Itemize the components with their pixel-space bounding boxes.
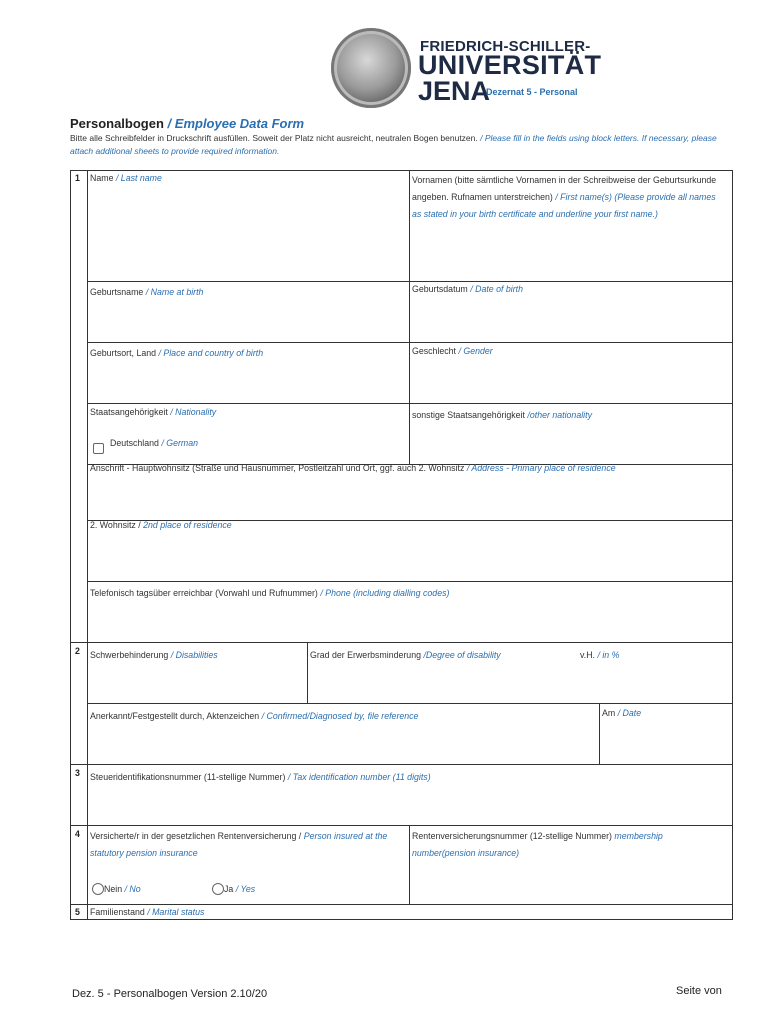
no-option <box>104 884 141 894</box>
degree-label-en: /Degree of disability <box>423 650 501 660</box>
confirmation-date-label: Am <box>602 708 616 718</box>
phone-label-en: / Phone (including dialling codes) <box>320 588 450 598</box>
no-radio[interactable] <box>92 883 104 895</box>
percent-label: v.H. <box>580 650 595 660</box>
first-names-label-en: / First name(s) (Please provide all names as stated in your birth certificate and underline your first name.) <box>412 192 716 219</box>
yes-label-en: / Yes <box>235 884 256 894</box>
field-pension-insured <box>90 828 408 862</box>
first-names-label: Vornamen (bitte sämtliche Vornamen in der Schreibweise der Geburtsurkunde angeben. Rufnamen unterstreichen) <box>412 175 717 202</box>
date-of-birth-label: Geburtsdatum <box>412 284 468 294</box>
last-name-label-en: / Last name <box>115 173 162 183</box>
german-option <box>110 438 198 448</box>
field-phone[interactable] <box>90 588 449 598</box>
section-number-1: 1 <box>75 173 80 183</box>
tax-id-label-en: / Tax identification number (11 digits) <box>287 772 431 782</box>
last-name-label: Name <box>90 173 114 183</box>
pension-number-label: Rentenversicherungsnummer (12-stellige Nummer) <box>412 831 612 841</box>
second-residence-label-en: 2nd place of residence <box>143 520 232 530</box>
confirmed-by-label: Anerkannt/Festgestellt durch, Aktenzeichen <box>90 711 260 721</box>
german-label-en: / German <box>161 438 199 448</box>
field-first-names[interactable] <box>412 172 727 223</box>
yes-option <box>224 884 255 894</box>
university-name-line3: JENA <box>418 76 491 106</box>
yes-radio[interactable] <box>212 883 224 895</box>
field-nationality[interactable] <box>90 407 216 417</box>
university-name-line2: UNIVERSITÄT <box>418 50 602 80</box>
field-degree-of-disability[interactable] <box>310 650 501 660</box>
phone-label: Telefonisch tagsüber erreichbar (Vorwahl und Rufnummer) <box>90 588 318 598</box>
field-gender[interactable] <box>412 346 493 356</box>
footer-page: Seite von <box>676 985 722 997</box>
field-disabilities[interactable] <box>90 650 218 660</box>
primary-address-label: Anschrift - Hauptwohnsitz (Straße und Hausnummer, Postleitzahl und Ort, ggf. auch 2. Wohnsitz <box>90 463 465 473</box>
university-name-line1: FRIEDRICH-SCHILLER- <box>420 38 591 55</box>
no-label-en: / No <box>124 884 141 894</box>
pension-insured-label-en: Person insured at the statutory pension insurance <box>90 831 388 858</box>
field-date-of-birth[interactable] <box>412 284 523 294</box>
form-intro <box>70 132 730 158</box>
other-nationality-label-en: /other nationality <box>527 410 592 420</box>
field-pension-number[interactable] <box>412 828 712 862</box>
field-marital-status[interactable] <box>90 907 204 917</box>
intro-en: / Please fill in the fields using block letters. If necessary, please attach additional sheets to provide required information. <box>70 133 717 156</box>
place-of-birth-label-en: / Place and country of birth <box>158 348 264 358</box>
university-seal <box>331 28 411 108</box>
footer-version: Dez. 5 - Personalbogen Version 2.10/20 <box>72 988 268 1000</box>
section-number-3: 3 <box>75 768 80 778</box>
birth-name-label-en: / Name at birth <box>145 287 204 297</box>
german-checkbox[interactable] <box>93 443 104 454</box>
disabilities-label: Schwerbehinderung <box>90 650 169 660</box>
field-confirmed-by[interactable] <box>90 711 418 721</box>
section-number-5: 5 <box>75 907 80 917</box>
section-number-4: 4 <box>75 829 80 839</box>
degree-label: Grad der Erwerbsminderung <box>310 650 421 660</box>
primary-address-label-en: / Address - Primary place of residence <box>466 463 616 473</box>
percent-label-en: / in % <box>597 650 620 660</box>
form-title <box>70 116 304 131</box>
intro-de: Bitte alle Schreibfelder in Druckschrift ausfüllen. Soweit der Platz nicht ausreicht, neutralen Bogen benutzen. <box>70 133 478 143</box>
field-last-name[interactable] <box>90 173 162 183</box>
gender-label-en: / Gender <box>458 346 493 356</box>
birth-name-label: Geburtsname <box>90 287 144 297</box>
field-place-of-birth[interactable] <box>90 348 263 358</box>
field-other-nationality[interactable] <box>412 410 592 420</box>
disabilities-label-en: / Disabilities <box>170 650 218 660</box>
marital-status-label: Familienstand <box>90 907 145 917</box>
form-title-en: / Employee Data Form <box>167 116 305 131</box>
form-title-de: Personalbogen <box>70 116 164 131</box>
field-second-residence[interactable] <box>90 520 232 530</box>
pension-number-label-en: membership number(pension insurance) <box>412 831 663 858</box>
nationality-label: Staatsangehörigkeit <box>90 407 168 417</box>
field-primary-address[interactable] <box>90 463 616 473</box>
marital-status-label-en: / Marital status <box>147 907 205 917</box>
nationality-label-en: / Nationality <box>170 407 217 417</box>
gender-label: Geschlecht <box>412 346 457 356</box>
place-of-birth-label: Geburtsort, Land <box>90 348 157 358</box>
no-label: Nein <box>104 884 123 894</box>
other-nationality-label: sonstige Staatsangehörigkeit <box>412 410 525 420</box>
field-confirmation-date[interactable] <box>602 708 641 718</box>
field-birth-name[interactable] <box>90 287 203 297</box>
pension-insured-label: Versicherte/r in der gesetzlichen Rentenversicherung / <box>90 831 302 841</box>
confirmation-date-label-en: / Date <box>617 708 642 718</box>
field-tax-id[interactable] <box>90 772 431 782</box>
tax-id-label: Steueridentifikationsnummer (11-stellige Nummer) <box>90 772 286 782</box>
confirmed-by-label-en: / Confirmed/Diagnosed by, file reference <box>261 711 419 721</box>
yes-label: Ja <box>224 884 234 894</box>
section-number-2: 2 <box>75 646 80 656</box>
percent-unit <box>580 650 619 660</box>
second-residence-label: 2. Wohnsitz / <box>90 520 141 530</box>
date-of-birth-label-en: / Date of birth <box>470 284 524 294</box>
german-label: Deutschland <box>110 438 159 448</box>
department-label: Dezernat 5 - Personal <box>486 87 578 97</box>
